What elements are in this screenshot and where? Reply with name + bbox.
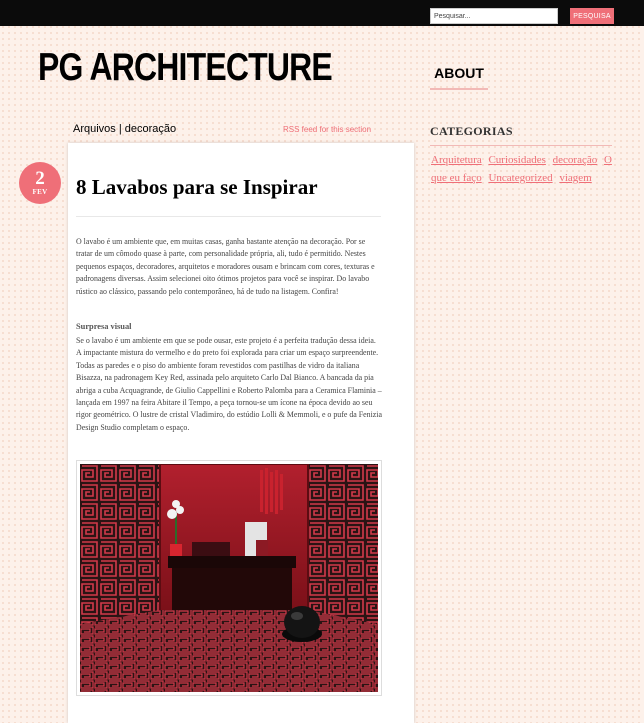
search-input[interactable]: [430, 8, 558, 24]
section-heading: Surpresa visual: [76, 322, 132, 331]
post-title[interactable]: 8 Lavabos para se Inspirar: [76, 175, 318, 199]
bathroom-photo: [80, 464, 378, 692]
post-date-month: FEV: [32, 188, 48, 196]
site-title[interactable]: PG ARCHITECTURE: [38, 46, 332, 89]
category-link-decoracao[interactable]: decoração: [552, 154, 598, 166]
category-item: [431, 154, 482, 166]
post-date-day: 2: [35, 168, 45, 189]
category-item: [488, 154, 545, 166]
post-date-badge: [19, 162, 61, 204]
category-link-arquitetura[interactable]: Arquitetura: [431, 154, 482, 166]
category-item: [553, 154, 598, 166]
archive-title: Arquivos | decoração: [73, 123, 177, 135]
category-item: [488, 172, 552, 184]
nav-about-link[interactable]: ABOUT: [430, 62, 488, 90]
category-link-uncategorized[interactable]: Uncategorized: [488, 171, 553, 184]
category-item: [559, 172, 591, 184]
post-image[interactable]: [76, 460, 382, 696]
categories-heading: CATEGORIAS: [430, 124, 612, 146]
rss-feed-link[interactable]: RSS feed for this section: [283, 125, 372, 134]
title-divider: [76, 216, 381, 217]
category-list: [431, 152, 617, 187]
category-link-o-que-eu-faco[interactable]: O que eu faço: [431, 154, 612, 184]
category-link-curiosidades[interactable]: Curiosidades: [488, 154, 546, 166]
post-intro: O lavabo é um ambiente que, em muitas casas, ganha bastante atenção na decoração. Por se tratar de um cômodo quase à parte, com personalidade própria, ali, tudo é permitido. Nestes pequenos espaços, decoradores, arquitetos e moradores ousam e brincam com cores, texturas e padronagens diversas. Assim selecionei oito ótimos projetos para você se inspirar. Do lavabo rústico ao clássico, passando pelo contemporâneo, há de tudo na listagem. Confira!: [76, 237, 375, 296]
search-button[interactable]: PESQUISA: [570, 8, 614, 24]
section-text: Se o lavabo é um ambiente em que se pode ousar, este projeto é a perfeita tradução dessa ideia. A impactante mistura do vermelho e do preto foi explorada para criar um espaço surpreendente. Todas as paredes e o piso do ambiente foram revestidos com pastilhas de vidro da italiana Bisazza, na padronagem Key Red, assinada pelo arquiteto Carlo Dal Bianco. A bancada da pia abriga a cuba Acquagrande, de Giulio Cappellini e Roberto Palomba para a Ceramica Flaminia – lançada em 1997 na feira Abitare il Tempo, a peça tornou-se um ícone na época devido ao seu rigor geométrico. O lustre de cristal Vladimiro, do estúdio Lolli & Memmoli, e o pufe da Fenizia Design Studio completam o espaço.: [76, 336, 382, 432]
category-link-viagem[interactable]: viagem: [559, 171, 592, 184]
